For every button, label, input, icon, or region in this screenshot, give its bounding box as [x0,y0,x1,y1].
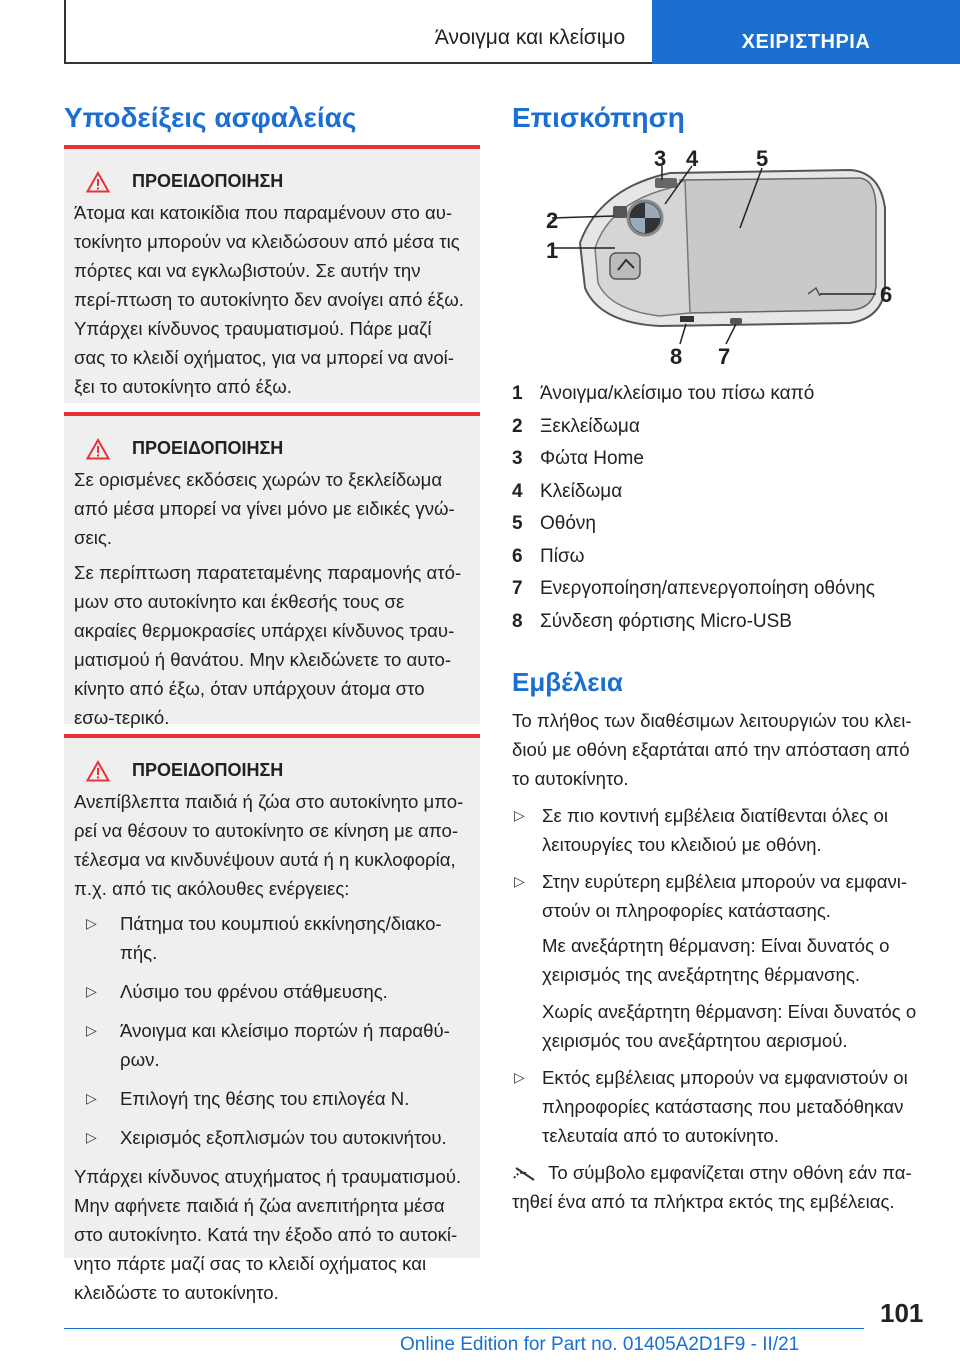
display-key-illustration [540,148,910,370]
list-item: ▷ Λύσιμο του φρένου στάθμευσης. [74,977,466,1006]
legend-number: 3 [512,448,523,470]
callout-1: 1 [546,238,559,263]
list-item: ▷ Πάτημα του κουμπιού εκκίνησης/διακο-πής. [74,909,466,967]
warning-text: Σε ορισμένες εκδόσεις χωρών το ξεκλείδωμα από μέσα μπορεί να γίνει μόνο με ειδικές γνώ-σεις. [74,469,455,548]
warning-header [74,167,466,196]
legend-number: 6 [512,545,523,567]
usb-port [680,316,694,322]
page-number: 101 [880,1298,924,1328]
warning-label: ΠΡΟΕΙΔΟΠΟΙΗΣΗ [132,438,284,458]
legend-text: Κλείδωμα [540,480,623,502]
callout-3: 3 [654,148,667,171]
list-item [512,801,932,859]
warning-text: Άτομα και κατοικίδια που παραμένουν στο αυ-τοκίνητο μπορούν να κλειδώσουν από μέσα τις πόρτες και να εγκλωβιστούν. Σε αυτήν την περί-πτωση το αυτοκίνητο δεν ανοίγει από έξω. Υπάρχει κίνδυνος τραυματισμού. Πάρε μαζί σας το κλειδί οχήματος, για να μπορεί να ανοί-ξει το αυτοκίνητο από έξω. [74,202,464,397]
legend-text: Ξεκλείδωμα [540,415,640,437]
range-section [512,706,932,1224]
legend-item [512,573,932,606]
legend-item [512,378,932,411]
legend-number: 1 [512,383,523,405]
legend-text: Οθόνη [540,513,596,535]
callout-2: 2 [546,208,559,233]
range-intro: Το πλήθος των διαθέσιμων λειτουργιών του κλει-διού με οθόνη εξαρτάται από την απόσταση από το αυτοκίνητο. [512,710,912,789]
callout-6: 6 [880,282,893,307]
warning-label: ΠΡΟΕΙΔΟΠΟΙΗΣΗ [132,171,284,191]
legend-item [512,541,932,574]
footer-rule [64,1328,864,1329]
unlock-button [613,206,627,218]
range-list [512,801,932,1150]
sub-paragraph: Χωρίς ανεξάρτητη θέρμανση: Είναι δυνατός ο χειρισμός του ανεξάρτητου αερισμού. [542,1001,917,1051]
chapter-tab[interactable]: ΧΕΙΡΙΣΤΗΡΙΑ [652,0,960,64]
callout-7: 7 [718,344,731,369]
warning-text: Ανεπίβλεπτα παιδιά ή ζώα στο αυτοκίνητο μπο-ρεί να θέσουν το αυτοκίνητο σε κίνηση με απο-τέλεσμα να κινδυνέψουν αυτά ή η κυκλοφορία, π.χ. από τις ακόλουθες ενέργειες: [74,791,464,899]
warning-triangle-icon [86,438,110,460]
header-divider [64,0,66,64]
warning-header [74,756,466,785]
legend-text: Πίσω [540,545,585,567]
range-heading: Εμβέλεια [512,667,623,697]
edition-text: Online Edition for Part no. 01405A2D1F9 - II/21 [400,1334,800,1355]
warning-label: ΠΡΟΕΙΔΟΠΟΙΗΣΗ [132,760,284,780]
legend-item [512,606,932,639]
callout-5: 5 [756,148,769,171]
legend-number: 7 [512,578,523,600]
legend-text: Σύνδεση φόρτισης Micro-USB [540,610,792,632]
safety-heading: Υποδείξεις ασφαλείας [64,102,357,133]
warning-list [74,909,466,1152]
callout-8: 8 [670,344,683,369]
list-item: ▷ Άνοιγμα και κλείσιμο πορτών ή παραθύ-ρων. [74,1016,466,1074]
tailgate-button [610,253,640,279]
legend-number: 8 [512,610,523,632]
legend-item [512,411,932,444]
warning-triangle-icon [86,171,110,193]
warning-text: Σε περίπτωση παρατεταμένης παραμονής ατό-μων στο αυτοκίνητο και έκθεσής τους σε ακραίες θερμοκρασίες υπάρχει κίνδυνος τραυ-ματισμού ή θανάτου. Μην κλειδώνετε το αυτο-κίνητο από έξω, όταν υπάρχουν άτομα στο εσω-τερικό. [74,562,462,728]
legend-number: 2 [512,415,523,437]
overview-heading: Επισκόπηση [512,102,685,133]
home-button [655,178,677,188]
list-item-text: ▷ Στην ευρύτερη εμβέλεια μπορούν να εμφανι-στούν οι πληροφορίες κατάστασης. [542,871,908,921]
legend-text: Ενεργοποίηση/απενεργοποίηση οθόνης [540,578,875,600]
warning-header [74,434,466,463]
list-item: ▷ Επιλογή της θέσης του επιλογέα N. [74,1084,466,1113]
legend-item [512,443,932,476]
list-item: ▷ Χειρισμός εξοπλισμών του αυτοκινήτου. [74,1123,466,1152]
list-item [512,867,932,1055]
warning-box [64,734,480,1303]
warning-box [64,145,480,403]
callout-4: 4 [686,148,699,171]
display-button [730,318,742,324]
key-screen [680,178,876,313]
section-title: Άνοιγμα και κλείσιμο [434,26,626,49]
note-text: Το σύμβολο εμφανίζεται στην οθόνη εάν πα-τηθεί ένα από τα πλήκτρα εκτός της εμβέλειας. [512,1162,912,1212]
sub-paragraph: Με ανεξάρτητη θέρμανση: Είναι δυνατός ο χειρισμός της ανεξάρτητης θέρμανσης. [542,935,890,985]
legend-number: 5 [512,513,523,535]
legend-text: Άνοιγμα/κλείσιμο του πίσω καπό [540,383,815,405]
list-item-text: ▷ Εκτός εμβέλειας μπορούν να εμφανιστούν οι πληροφορίες κατάστασης που μεταδόθηκαν τελευταία από το αυτοκίνητο. [542,1067,908,1146]
list-item-text: ▷ Σε πιο κοντινή εμβέλεια διατίθενται όλες οι λειτουργίες του κλειδιού με οθόνη. [542,805,888,855]
warning-text: Υπάρχει κίνδυνος ατυχήματος ή τραυματισμού. Μην αφήνετε παιδιά ή ζώα ανεπιτήρητα μέσα στο αυτοκίνητο. Κατά την έξοδο από το αυτοκί-νητο πάρτε μαζί σας το κλειδί οχήματος και κλειδώστε το αυτοκίνητο. [74,1166,462,1303]
legend-list [512,378,932,638]
warning-box [64,412,480,728]
out-of-range-icon [512,1166,538,1182]
warning-triangle-icon [86,760,110,782]
legend-item [512,508,932,541]
list-item [512,1063,932,1150]
legend-text: Φώτα Home [540,448,644,470]
legend-number: 4 [512,480,523,502]
note-paragraph [512,1158,932,1216]
legend-item [512,476,932,509]
